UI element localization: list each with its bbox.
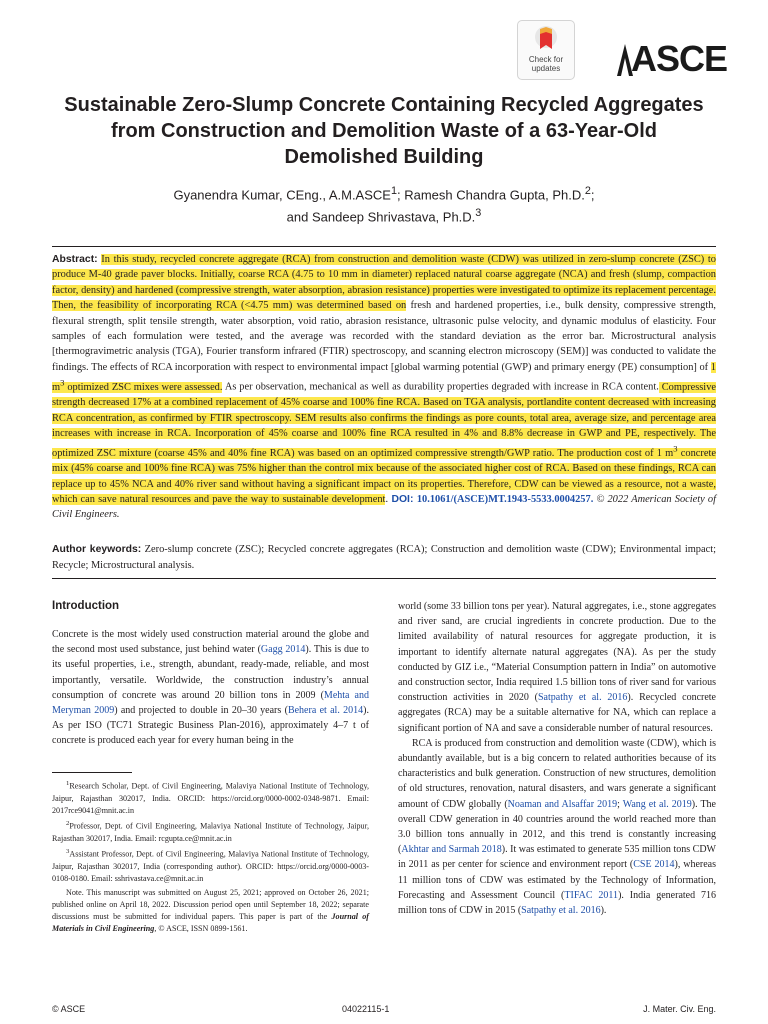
intro-text: ). Recycled concrete aggregates (RCA) may be a suitable alternative for NA, which can replace a significant portion of NA and save a considerable number of natural resources.	[398, 692, 716, 734]
intro-text: ), whereas 11 million tons of CDW was estimated by the Technology of Information, Forecasting and Assessment Council (	[398, 859, 717, 901]
submission-note	[52, 887, 369, 936]
abstract-highlight-3b: concrete mix (45% coarse and 100% fine RCA) was 75% higher than the control mix because of the associated higher cost of RCA. Based on these findings, RCA can replace up to 45% NCA and 40% river sand without having a significant impact on its properties. Therefore, CDW can be viewed as a resource, not a waste, which can save natural resources and pave the way to sustainable development	[52, 447, 716, 506]
article-title: Sustainable Zero-Slump Concrete Containing Recycled Aggregates from Construction and Demolition Waste of a 63-Year-Old Demolished Building	[64, 94, 704, 168]
intro-text: RCA is produced from construction and demolition waste (CDW), which is abundantly available, but is a big concern to related authorities because of its characteristics and bulk generation. Construction of new structures, demolition of old structures, renovation, natural disasters, and wars generate a significant amount of CDW globally (	[398, 737, 716, 810]
footer-journal-abbrev: J. Mater. Civ. Eng.	[643, 1004, 716, 1014]
keywords-label: Author keywords:	[52, 544, 142, 555]
check-for-updates-badge[interactable]	[517, 20, 575, 80]
check-badge-line2: updates	[531, 64, 561, 73]
footnote-1	[52, 778, 369, 817]
keywords-text: Zero-slump concrete (ZSC); Recycled concrete aggregates (RCA); Construction and demolition waste (CDW); Environmental impact; Recycle; Microstructural analysis.	[52, 544, 716, 571]
doi-end: .	[590, 494, 594, 506]
author-2-affil: 2	[584, 185, 591, 197]
doi-label: DOI:	[388, 494, 417, 506]
citation-link[interactable]: Mehta and Meryman 2009	[52, 689, 369, 717]
footnote-1-text: Research Scholar, Dept. of Civil Engineering, Malaviya National Institute of Technology, Jaipur, Rajasthan 302017, India. ORCID: https://orcid.org/0000-0002-0348-9871. Email: 2017rce9041@mnit.ac.in	[52, 781, 369, 816]
footnote-3-text: Assistant Professor, Dept. of Civil Engineering, Malaviya National Institute of Technology, Jaipur, Rajasthan 302017, India (corresponding author). ORCID: https://orcid.org/0000-0003-0108-0180. Email: sshrivastava.ce@mnit.ac.in	[52, 850, 369, 884]
citation-link[interactable]: TIFAC 2011	[564, 889, 619, 901]
footnote-rule	[52, 772, 132, 773]
citation-link[interactable]: Gagg 2014	[260, 644, 306, 656]
intro-text: ). As per ISO (TC71 Strategic Business Plan-2016), approximately 4–7 t of concrete is produced each year for every human being in the	[52, 705, 369, 747]
citation-link[interactable]: Behera et al. 2014	[287, 705, 364, 717]
abstract-top-rule	[52, 246, 716, 247]
abstract-highlight-2a: 1 m	[52, 361, 716, 393]
journal-name: Journal of Materials in Civil Engineering	[52, 912, 369, 934]
intro-paragraph-1	[52, 627, 369, 749]
doi-link[interactable]: 10.1061/(ASCE)MT.1943-5533.0004257	[416, 494, 591, 506]
footnote-1-marker: 1	[66, 780, 70, 787]
abstract-highlight-2b: optimized ZSC mixes were assessed.	[64, 381, 223, 393]
abstract-text-1: fresh and hardened properties, i.e., bulk density, compressive strength, flexural strength, split tensile strength, water absorption, void ratio, abrasion resistance, ultrasonic pulse velocity, and dynamic modulus of elasticity. Four samples of each formulation were tested, and the average was recorded with the standard deviation as the error bar. Microstructural analysis [thermogravimetric analysis (TGA), Fourier transform infrared (FTIR) spectroscopy, and scanning electron microscopy (SEM)] was conducted to validate the findings. The effects of RCA incorporation with respect to environmental impact [global warming potential (GWP) and primary energy (PE) consumption] of	[52, 300, 716, 373]
intro-text: ).	[600, 905, 607, 917]
abstract-highlight-3	[52, 382, 716, 505]
footnote-2	[52, 818, 369, 845]
intro-text: world (some 33 billion tons per year). Natural aggregates, i.e., stone aggregates and river sand, are crucial ingredients in concrete production. Due to the limited availability of natural resources for aggregate production, it is important to identify alternate natural aggregates (NA). As per the study conducted by GIZ i.e., “Material Consumption pattern in India” on automotive and construction sector, India required 1.5 billion tons of river sand for various construction activities in 2020 (	[398, 601, 716, 704]
author-1-affil: 1	[390, 185, 397, 197]
author-keywords	[52, 542, 716, 573]
check-badge-line1: Check for	[528, 55, 564, 64]
author-1: Gyanendra Kumar, CEng., A.M.ASCE	[173, 187, 391, 203]
note-text: Note. This manuscript was submitted on August 25, 2021; approved on October 26, 2021; published online on April 18, 2022. Discussion period open until September 18, 2022; separate discussions must be submitted for individual papers. This paper is part of the	[52, 887, 369, 922]
citation-link[interactable]: Wang et al. 2019	[622, 798, 692, 810]
author-3-affil: 3	[475, 207, 482, 220]
intro-text: ) and projected to double in 20–30 years (	[114, 705, 288, 717]
intro-text: Concrete is the most widely used construction material around the globe and the second most used substance, just behind water (	[52, 629, 369, 656]
crossmark-icon	[532, 25, 560, 55]
note-text: , © ASCE, ISSN 0899-1561.	[154, 924, 248, 934]
author-list	[60, 182, 708, 227]
abstract-highlight-3a: Compressive strength decreased 17% at a combined replacement of 45% coarse and 100% fine RCA. Based on TGA analysis, portlandite content decreased with increasing RCA concentration, as confirmed by FTIR spectroscopy. SEM results also confirms the findings as pore counts, total area, average size, and percentage area increases with increase in RCA. Incorporation of 45% coarse and 100% fine RCA resulted in 4% and 8.8% decrease in GWP and PE, respectively. The optimized ZSC mixture (coarse 45% and 40% fine RCA) was based on an optimized compressive strength/GWP ratio. The production cost of 1 m	[52, 381, 716, 459]
footer-copyright: © ASCE	[52, 1004, 86, 1014]
asce-logo-text: ASCE	[631, 38, 728, 79]
footnote-2-marker: 2	[66, 820, 70, 828]
abstract-label: Abstract:	[52, 254, 98, 265]
intro-text: ). India generated 716 million tons of CDW in 2015 (	[398, 889, 717, 917]
intro-paragraph-3	[398, 736, 716, 918]
right-column	[398, 599, 716, 918]
abstract-text-2: As per observation, mechanical as well as durability properties degraded with increase in RCA content.	[222, 381, 659, 393]
citation-link[interactable]: Satpathy et al. 2016	[521, 905, 601, 917]
footnote-2-text: Professor, Dept. of Civil Engineering, Malaviya National Institute of Technology, Jaipur, Rajasthan 302017, India. Email: rcgupta.ce@mnit.ac.in	[52, 821, 369, 844]
citation-link[interactable]: Akhtar and Sarmah 2018	[401, 844, 502, 856]
asce-logo	[615, 38, 728, 80]
intro-paragraph-2	[398, 599, 716, 736]
copyright-notice: © 2022 American Society of Civil Engineers.	[52, 494, 716, 521]
footnotes	[52, 778, 369, 937]
intro-text: ;	[617, 798, 623, 810]
abstract-highlight-1: In this study, recycled concrete aggregate (RCA) from construction and demolition waste (CDW) was utilized in zero-slump concrete (ZSC) to produce M-40 grade paver blocks. Initially, coarse RCA (4.75 to 10 mm in diameter) replaced natural coarse aggregate (NCA) and fresh (slump, compaction factor, density) and hardened (compressive strength, water absorption, abrasion resistance) properties were investigated to optimize its replacement percentage. Then, the feasibility of incorporating RCA (<4.75 mm) was determined based on	[52, 254, 716, 312]
abstract	[52, 252, 716, 523]
abstract-sup-1: 3	[60, 377, 65, 388]
intro-text: ). The overall CDW generation in 40 countries around the world reached more than 3.0 billion tons annually in 2012, and this trend is constantly increasing (	[398, 798, 716, 856]
abstract-period: .	[385, 494, 389, 506]
citation-link[interactable]: Noaman and Alsaffar 2019	[507, 798, 618, 810]
intro-text: ). It was estimated to generate 535 million tons CDW in 2011 as per center for science and environment report (	[398, 844, 716, 871]
footer-article-number: 04022115-1	[342, 1004, 390, 1014]
author-2: ; Ramesh Chandra Gupta, Ph.D.	[397, 187, 585, 203]
keywords-bottom-rule	[52, 578, 716, 579]
citation-link[interactable]: Satpathy et al. 2016	[537, 692, 628, 704]
section-heading-introduction: Introduction	[52, 600, 120, 612]
author-2-tail: ;	[590, 187, 595, 203]
footnote-3-marker: 3	[66, 848, 70, 856]
intro-text: ). This is due to its useful properties, i.e., strength, abundant, ready-made, reliable, and most importantly, versatile. Worldwide, the construction industry’s annual consumption of concrete was around 20 billion tons in 2009 (	[52, 644, 369, 701]
footnote-3	[52, 846, 369, 885]
author-3: and Sandeep Shrivastava, Ph.D.	[286, 209, 476, 225]
citation-link[interactable]: CSE 2014	[633, 859, 675, 871]
abstract-sup-2: 3	[673, 443, 678, 454]
